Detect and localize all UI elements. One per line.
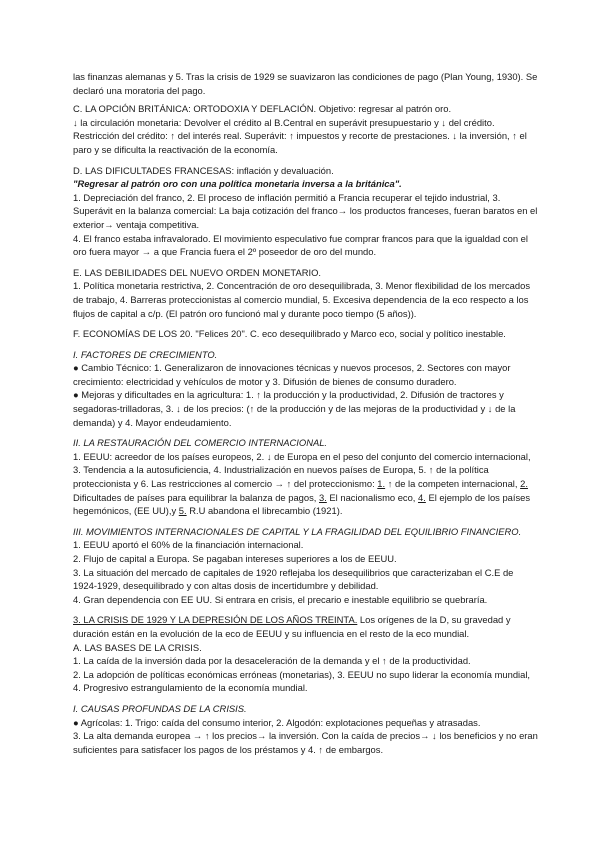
section-ii-text-c: Dificultades de países para equilibrar la balanza de pagos, (73, 491, 319, 503)
section-i-paragraph-1: ● Cambio Técnico: 1. Generalizaron de innovaciones técnicas y nuevos procesos, 2. Sectores con mayor crecimiento: electricidad y vehículos de motor y 3. Difusión de bienes de consumo duradero. (73, 362, 511, 387)
section-iii (73, 525, 538, 607)
section-d-paragraph-1: 1. Depreciación del franco, 2. El proceso de inflación permitió a Francia recuperar el tejido industrial, 3. Superávit en la balanza comercial: La baja cotización del franco→ los productos franceses, fueran baratos en el exterior→ ventaja competitiva. (73, 191, 538, 230)
section-i-heading: I. FACTORES DE CRECIMIENTO. (73, 348, 218, 360)
section-f-text: F. ECONOMÍAS DE LOS 20. "Felices 20". C. eco desequilibrado y Marco eco, social y político inestable. (73, 328, 506, 340)
section-ii-body (73, 450, 538, 518)
section-iii-item: 3. La situación del mercado de capitales de 1920 reflejaba los desequilibrios que caracterizaban el C.E de 1924-1929, desequilibrado y con altas dosis de incertidumbre y debilidad. (73, 566, 514, 592)
section-3-heading: 3. LA CRISIS DE 1929 Y LA DEPRESIÓN DE LOS AÑOS TREINTA. (73, 614, 358, 626)
section-ii (73, 436, 538, 518)
section-ii-heading: II. LA RESTAURACIÓN DEL COMERCIO INTERNACIONAL. (73, 437, 328, 449)
section-c-heading (73, 102, 538, 116)
section-i (73, 348, 538, 430)
section-iii-item: 1. EEUU aportó el 60% de la financiación internacional. (73, 539, 304, 551)
section-3-paragraph-1: 1. La caída de la inversión dada por la desaceleración de la demanda y el ↑ de la productividad. (73, 655, 471, 667)
section-c-body: ↓ la circulación monetaria: Devolver el crédito al B.Central en superávit presupuestario y ↓ del crédito. Restricción del crédito: ↑ del interés real. Superávit: ↑ impuestos y recorte de prestaciones. ↓ la inversión, ↑ el paro y se dificulta la reactivación de la economía. (73, 116, 527, 155)
section-iii-item: 2. Flujo de capital a Europa. Se pagaban intereses superiores a los de EEUU. (73, 553, 397, 564)
section-causas-heading: I. CAUSAS PROFUNDAS DE LA CRISIS. (73, 702, 247, 714)
section-d-heading: D. LAS DIFICULTADES FRANCESAS: inflación y devaluación. (73, 164, 334, 176)
section-3-paragraph-2: 2. La adopción de políticas económicas erróneas (monetarias), 3. EEUU no supo liderar la economía mundial, 4. Progresivo estrangulamiento de la economía mundial. (73, 668, 531, 694)
intro-text: las finanzas alemanas y 5. Tras la crisis de 1929 se suavizaron las condiciones de pago (Plan Young, 1930). Se declaró una moratoria del pago. (73, 71, 538, 96)
section-causas-paragraph-2: 3. La alta demanda europea → ↑ los precios→ la inversión. Con la caída de precios→ ↓ los beneficios y no eran suficientes para satisfacer los pagos de los préstamos y 4. ↑ de embargos. (73, 730, 538, 755)
section-e-heading: E. LAS DEBILIDADES DEL NUEVO ORDEN MONETARIO. (73, 266, 321, 278)
section-ii-number-4: 4. (418, 491, 426, 503)
section-ii-text-e: El ejemplo de los países hegemónicos, (EE UU),y (73, 491, 531, 517)
section-3-intro (73, 613, 538, 640)
section-ii-text-a: 1. EEUU: acreedor de los países europeos, 2. ↓ de Europa en el peso del conjunto del comercio internacional, 3. Tendencia a la autosuficiencia, 4. Industrialización en nuevos países de Europa, 5. ↑ de la política proteccionista y 6. Las restricciones al comercio → ↑ del proteccionismo: (73, 450, 531, 490)
section-e-body: 1. Política monetaria restrictiva, 2. Concentración de oro desequilibrada, 3. Menor flexibilidad de los mercados de trabajo, 4. Barreras proteccionistas al comercio mundial, 5. Excesiva dependencia de la eco respecto a los flujos de capital a c/p. (El patrón oro funcionó mal y durante poco tiempo (5 años)). (73, 280, 531, 319)
section-causas (73, 702, 538, 756)
section-3 (73, 613, 538, 695)
section-causas-paragraph-1: ● Agrícolas: 1. Trigo: caída del consumo interior, 2. Algodón: explotaciones pequeñas y atrasadas. (73, 716, 481, 728)
section-c-objective: Objetivo: regresar al patrón oro. (316, 103, 452, 115)
section-ii-number-2: 2. (520, 478, 528, 490)
section-ii-number-1: 1. (377, 478, 386, 490)
section-d-quote: "Regresar al patrón oro con una política monetaria inversa a la británica". (73, 178, 402, 190)
section-iii-item: 4. Gran dependencia con EE UU. Si entrara en crisis, el precario e inestable equilibrio se quebraría. (73, 593, 488, 605)
section-f (73, 327, 538, 341)
section-iii-heading: III. MOVIMIENTOS INTERNACIONALES DE CAPITAL Y LA FRAGILIDAD DEL EQUILIBRIO FINANCIERO. (73, 525, 522, 537)
intro-paragraph (73, 70, 538, 97)
section-ii-number-3: 3. (319, 491, 327, 503)
section-c (73, 102, 538, 156)
section-d-paragraph-2: 4. El franco estaba infravalorado. El movimiento especulativo fue comprar francos para que la igualdad con el oro fuera mayor → a que Francia fuera el 2º poseedor de oro del mundo. (73, 232, 528, 258)
section-i-paragraph-2: ● Mejoras y dificultades en la agricultura: 1. ↑ la producción y la productividad, 2. Difusión de tractores y segadoras-trilladoras, 3. ↓ de los precios: (↑ de la producción y de las mejoras de la productividad y ↓ de la demanda) y 4. Mayor endeudamiento. (73, 389, 516, 428)
section-e (73, 266, 538, 320)
section-c-title: C. LA OPCIÓN BRITÁNICA: ORTODOXIA Y DEFLACIÓN. (73, 103, 317, 115)
section-ii-number-5: 5. (178, 505, 187, 517)
section-ii-text-d: El nacionalismo eco, (326, 491, 419, 503)
section-ii-text-f: R.U abandona el librecambio (1921). (186, 505, 343, 517)
section-3-heading-rest: Los orígenes de la D, su gravedad y duración están en la evolución de la eco de EEUU y su influencia en el resto de la eco mundial. (73, 614, 511, 639)
section-d (73, 164, 538, 259)
section-3-subheading: A. LAS BASES DE LA CRISIS. (73, 641, 202, 653)
section-ii-text-b: ↑ de la competen internacional, (385, 478, 521, 490)
